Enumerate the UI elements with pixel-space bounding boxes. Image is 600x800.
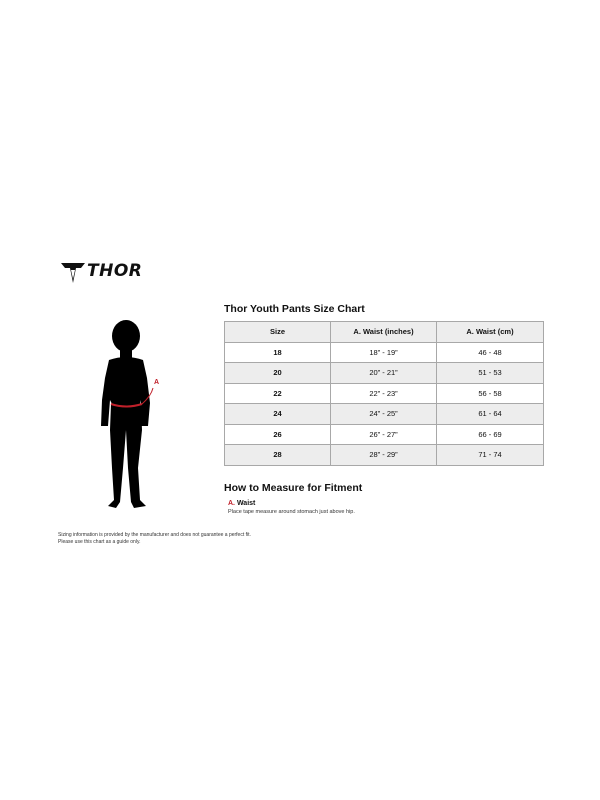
table-row (225, 404, 544, 425)
table-row (225, 363, 544, 384)
waist-inches-cell: 26” - 27” (331, 424, 437, 445)
measure-item-description: Place tape measure around stomach just above hip. (228, 509, 355, 515)
waist-inches-cell: 28” - 29” (331, 445, 437, 466)
waist-cm-cell: 66 - 69 (437, 424, 544, 445)
disclaimer-line-2: Please use this chart as a guide only. (58, 539, 141, 545)
waist-inches-cell: 18” - 19” (331, 342, 437, 363)
column-header-waist-inches: A. Waist (inches) (331, 322, 437, 343)
table-row (225, 342, 544, 363)
waist-cm-cell: 51 - 53 (437, 363, 544, 384)
waist-cm-cell: 71 - 74 (437, 445, 544, 466)
waist-inches-cell: 22” - 23” (331, 383, 437, 404)
column-header-size: Size (225, 322, 331, 343)
brand-logo (60, 262, 152, 284)
table-header-row (225, 322, 544, 343)
size-chart-table (224, 321, 544, 466)
size-cell: 26 (225, 424, 331, 445)
measure-item-waist (228, 500, 255, 507)
measure-item-name: Waist (236, 500, 256, 507)
size-cell: 28 (225, 445, 331, 466)
table-row (225, 445, 544, 466)
youth-silhouette (96, 318, 176, 514)
size-cell: 22 (225, 383, 331, 404)
waist-cm-cell: 46 - 48 (437, 342, 544, 363)
waist-marker-label: A (154, 379, 160, 386)
table-row (225, 424, 544, 445)
measure-section-title: How to Measure for Fitment (224, 482, 363, 494)
size-cell: 20 (225, 363, 331, 384)
child-figure-illustration (96, 318, 176, 514)
waist-cm-cell: 56 - 58 (437, 383, 544, 404)
size-cell: 24 (225, 404, 331, 425)
waist-cm-cell: 61 - 64 (437, 404, 544, 425)
size-chart-title: Thor Youth Pants Size Chart (224, 303, 365, 315)
waist-inches-cell: 24” - 25” (331, 404, 437, 425)
size-cell: 18 (225, 342, 331, 363)
sizing-disclaimer (58, 532, 251, 546)
measure-item-letter: A. (228, 500, 235, 507)
table-row (225, 383, 544, 404)
column-header-waist-cm: A. Waist (cm) (437, 322, 544, 343)
brand-name: THOR (87, 261, 143, 281)
thor-logo-icon (60, 262, 86, 284)
disclaimer-line-1: Sizing information is provided by the manufacturer and does not guarantee a perfect fit. (58, 532, 251, 538)
waist-inches-cell: 20” - 21” (331, 363, 437, 384)
